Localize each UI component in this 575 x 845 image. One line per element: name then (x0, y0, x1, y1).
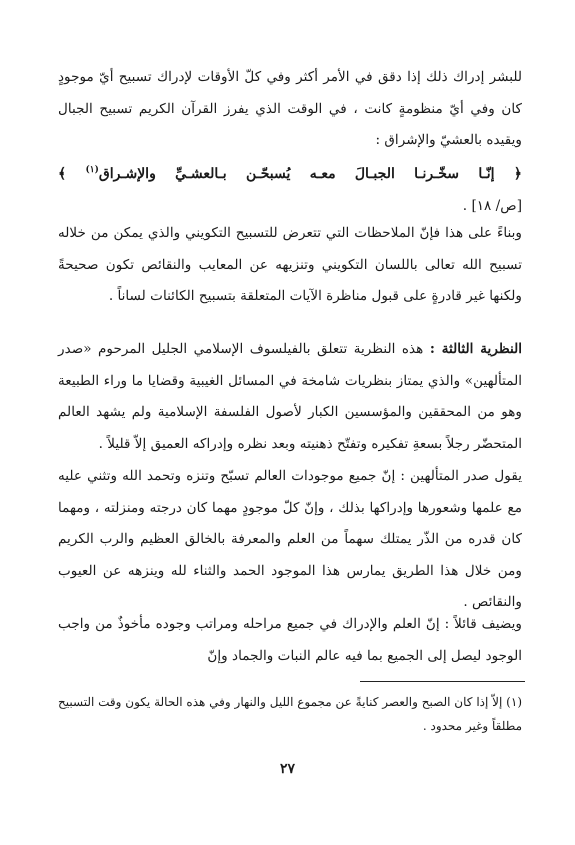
paragraph-3-body: هذه النظرية تتعلق بالفيلسوف الإسلامي الجليل المرحوم «صدر المتألهين» والذي يمتاز بنظريات شامخة في المسائل الغيبية وقضايا ما وراء الطبيعة وهو من المحققين والمؤسسين الكبار لأصول الفلسفة الإسلامية ولم يشهد العالم المتحضّر رجلاً بسعةِ تفكيره وتفتّح ذهنيته وبعد نظره وإدراكه العميق إلاّ قليلاً . (58, 341, 522, 452)
paragraph-3 (58, 334, 522, 460)
footnote-divider (360, 681, 525, 682)
verse-line (58, 155, 522, 191)
footnote: (١) إلاّ إذا كان الصبح والعصر كنايةً عن مجموع الليل والنهار وفي هذه الحالة يكون وقت التسبيح مطلقاً وغير محدود . (58, 695, 522, 733)
verse-closing-bracket: ﴾ (58, 166, 67, 182)
paragraph-1: للبشر إدراك ذلك إذا دقق في الأمر أكثر وفي كلّ الأوقات لإدراك تسبيح أيّ موجودٍ كان وفي أيّ منظومةٍ كانت ، في الوقت الذي يفرز القرآن الكريم تسبيح الجبال ويقيده بالعشيّ والإشراق : (58, 69, 522, 148)
section-heading: النظرية الثالثة : (429, 341, 523, 357)
paragraph-4: يقول صدر المتألهين : إنّ جميع موجودات العالم تسبّح وتنزه وتحمد الله وتثني عليه مع علمها وشعورها وإدراكها بذلك ، وإنّ كلّ موجودٍ مهما كان درجته ومنزلته ، ومهما كان قدره من الذّر يمتلك سهماً من العلم والمعرفة بالخالق العظيم والرب الكريم ومن خلال هذا الطريق يمارس هذا الموجود الحمد والثناء لله وينزهه عن العيوب والنقائص . (58, 468, 522, 610)
page-number: ٢٧ (279, 761, 296, 777)
paragraph-5: ويضيف قائلاً : إنّ العلم والإدراك في جميع مراحله ومراتب وجوده مأخوذٌ من واجب الوجود ليصل إلى الجميع بما فيه عالم النبات والجماد وإنّ (58, 616, 522, 664)
quran-verse (58, 155, 522, 222)
footnote-marker: (١) (85, 165, 99, 175)
paragraph-2: وبناءً على هذا فإنّ الملاحظات التي تتعرض للتسبيح التكويني والذي يمكن من خلاله تسبيح الله تعالى باللسان التكويني وتنزيهه عن المعايب والنقائص تكون صحيحةً ولكنها غير قادرةٍ على قبول مناظرة الآيات المتعلقة بتسبيح الكائنات لساناً . (58, 225, 522, 304)
verse-text: ﴿ إنّـا سخّـرنـا الجبـالَ معـه يُسبحّـن بـالعشـيِّ والإشـراق (98, 166, 522, 182)
verse-reference: [ص/ ١٨] . (462, 197, 522, 214)
